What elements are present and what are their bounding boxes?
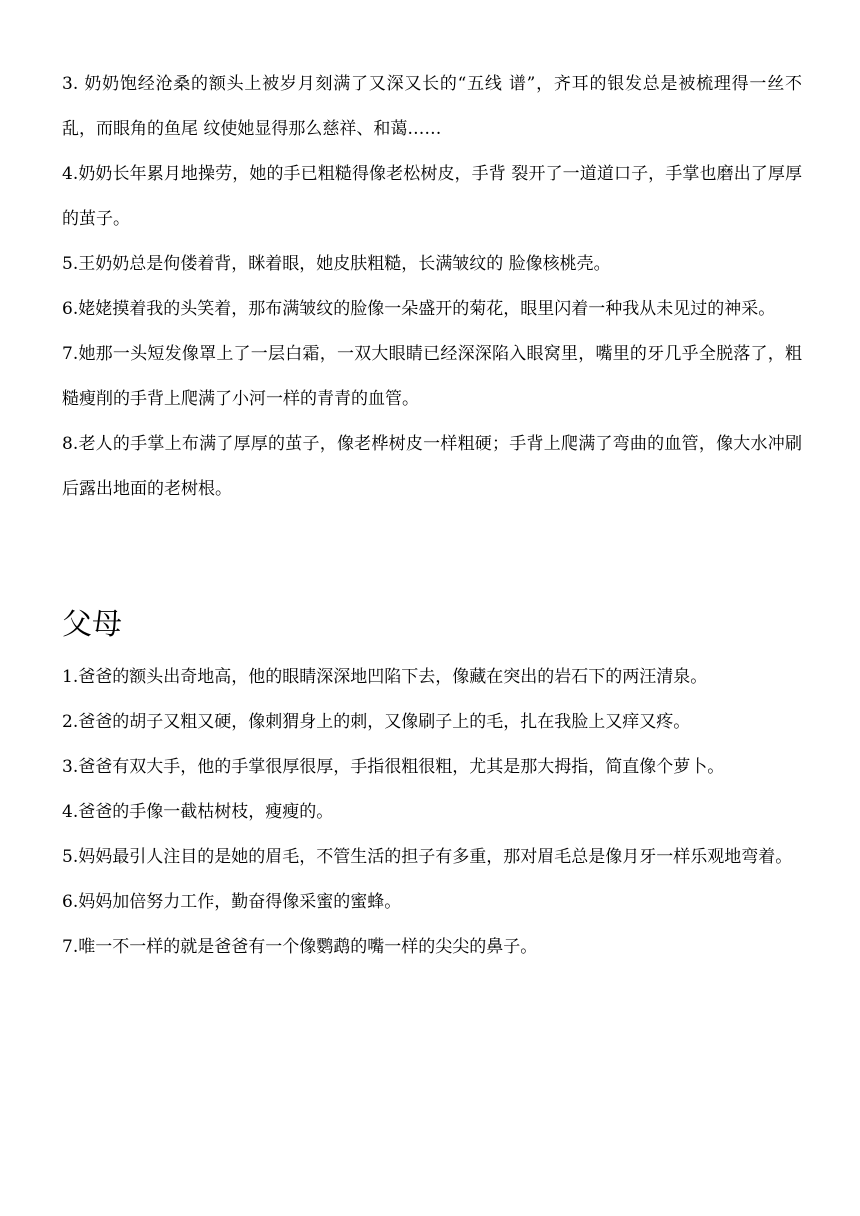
list-item: 8.老人的手掌上布满了厚厚的茧子，像老桦树皮一样粗硬；手背上爬满了弯曲的血管，像大水冲刷后露出地面的老树根。	[62, 434, 802, 499]
list-item: 4.奶奶长年累月地操劳，她的手已粗糙得像老松树皮，手背 裂开了一道道口子，手掌也磨出了厚厚的茧子。	[62, 164, 802, 229]
parents-description-list	[62, 655, 802, 970]
list-item: 2.爸爸的胡子又粗又硬，像刺猬身上的刺，又像刷子上的毛，扎在我脸上又痒又疼。	[62, 712, 691, 732]
section-heading: 父母	[62, 607, 122, 642]
list-item: 1.爸爸的额头出奇地高，他的眼睛深深地凹陷下去，像藏在突出的岩石下的两汪清泉。	[62, 667, 708, 687]
list-item: 5.王奶奶总是佝偻着背，眯着眼，她皮肤粗糙，长满皱纹的 脸像核桃壳。	[62, 254, 611, 274]
parents-section	[62, 605, 802, 970]
list-item: 7.她那一头短发像罩上了一层白霜，一双大眼睛已经深深陷入眼窝里，嘴里的牙几乎全脱落了，粗糙瘦削的手背上爬满了小河一样的青青的血管。	[62, 344, 802, 409]
list-item: 5.妈妈最引人注目的是她的眉毛，不管生活的担子有多重，那对眉毛总是像月牙一样乐观地弯着。	[62, 847, 793, 867]
list-item: 7.唯一不一样的就是爸爸有一个像鹦鹉的嘴一样的尖尖的鼻子。	[62, 937, 538, 957]
list-item: 6.妈妈加倍努力工作，勤奋得像采蜜的蜜蜂。	[62, 892, 402, 912]
grandma-description-list	[62, 62, 802, 512]
list-item: 3. 奶奶饱经沧桑的额头上被岁月刻满了又深又长的“五线 谱”，齐耳的银发总是被梳理得一丝不乱，而眼角的鱼尾 纹使她显得那么慈祥、和蔼……	[62, 74, 802, 139]
list-item: 6.姥姥摸着我的头笑着，那布满皱纹的脸像一朵盛开的菊花，眼里闪着一种我从未见过的神采。	[62, 299, 776, 319]
list-item: 3.爸爸有双大手，他的手掌很厚很厚，手指很粗很粗，尤其是那大拇指，简直像个萝卜。	[62, 757, 725, 777]
list-item: 4.爸爸的手像一截枯树枝，瘦瘦的。	[62, 802, 334, 822]
